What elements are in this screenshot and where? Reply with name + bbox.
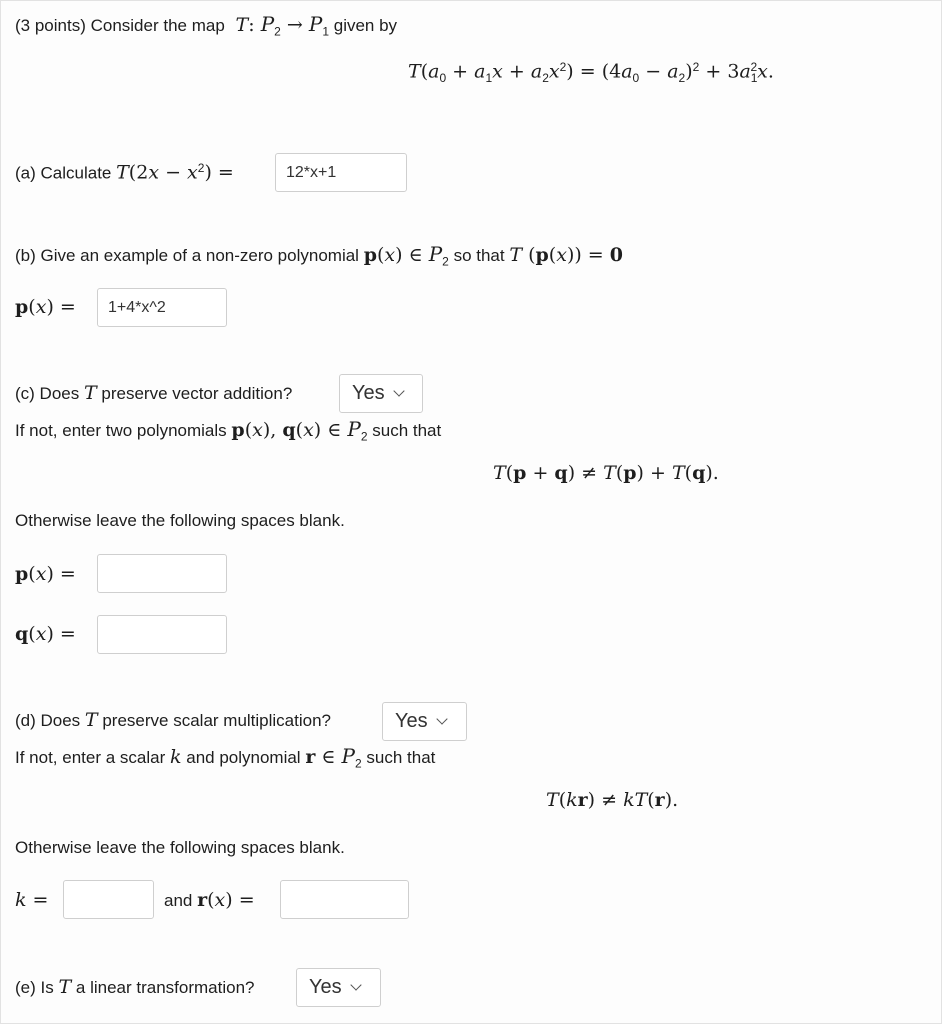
part-d-ifnot-text: If not, enter a scalar (15, 748, 166, 767)
part-c-ifnot-text: If not, enter two polynomials (15, 421, 227, 440)
chevron-down-icon (350, 979, 361, 990)
part-a-answer-input[interactable]: 12*x+1 (275, 153, 407, 192)
part-d-question: (d) Does T preserve scalar multiplication? (15, 709, 331, 731)
part-d-question-end: preserve scalar multiplication? (102, 711, 331, 730)
part-e-select-value: Yes (309, 976, 342, 998)
part-a-label: (a) Calculate $T(2x - x^2)$ = (15, 161, 234, 184)
part-d-equation: T(kr) ≠ kT(r). (546, 789, 679, 811)
part-d-r-input[interactable] (280, 880, 409, 919)
intro-text: (3 points) Consider the map (15, 16, 225, 35)
part-c-ifnot: If not, enter two polynomials p(x), q(x) ∈ $P_2$ such that (15, 417, 442, 444)
map-formula: T (229, 14, 249, 36)
part-d-ifnot-text-2: and polynomial (186, 748, 301, 767)
map-definition-equation: $T(a_0 + a_1x + a_2x^2) = (4a_0 - a_2)^2 + 3a_1^2x$. (408, 60, 774, 86)
part-d-otherwise-text: Otherwise leave the following spaces blank. (15, 838, 345, 857)
chevron-down-icon (436, 713, 447, 724)
part-c-such-that-text: such that (372, 421, 442, 440)
part-d-select-value: Yes (395, 710, 428, 732)
part-b-text: (b) Give an example of a non-zero polynomial (15, 246, 359, 265)
part-d-such-that-text: such that (366, 748, 436, 767)
part-b-label: (b) Give an example of a non-zero polynomial p(x) ∈ $P_2$ so that T (p(x)) = 0 (15, 242, 623, 269)
part-d-ifnot: If not, enter a scalar k and polynomial r ∈ $P_2$ such that (15, 744, 436, 771)
question-intro: (3 points) Consider the map T: $P_2 \to P_1$ given by (15, 12, 398, 39)
part-d-r-label: and r(x) = (164, 889, 255, 911)
part-b-answer-input[interactable]: 1+4*x^2 (97, 288, 227, 327)
part-e-question: (e) Is T a linear transformation? (15, 976, 255, 998)
part-c-q-input[interactable] (97, 615, 227, 654)
part-c-question: (c) Does T preserve vector addition? (15, 382, 293, 404)
part-d-k-label: k = (15, 889, 49, 911)
part-d-k-input[interactable] (63, 880, 154, 919)
part-c-select[interactable] (339, 374, 423, 413)
part-c-otherwise-text: Otherwise leave the following spaces blank. (15, 511, 345, 530)
part-c-q-label: q(x) = (15, 623, 76, 645)
part-d-select[interactable] (382, 702, 467, 741)
chevron-down-icon (393, 385, 404, 396)
part-b-mid-text: so that (453, 246, 505, 265)
part-c-question-end: preserve vector addition? (101, 384, 293, 403)
part-c-select-value: Yes (352, 382, 385, 404)
given-by-text: given by (333, 16, 398, 35)
part-e-question-end: a linear transformation? (75, 978, 255, 997)
part-e-select[interactable] (296, 968, 381, 1007)
part-a-text: (a) Calculate (15, 163, 112, 183)
part-c-equation: T(p + q) ≠ T(p) + T(q). (493, 462, 719, 484)
part-c-p-label: p(x) = (15, 563, 76, 585)
part-d-and-text: and (164, 891, 193, 910)
part-c-p-input[interactable] (97, 554, 227, 593)
part-b-p-label: p(x) = (15, 296, 76, 318)
part-d-question-start: (d) Does (15, 711, 81, 730)
part-c-question-start: (c) Does (15, 384, 80, 403)
part-e-question-start: (e) Is (15, 978, 54, 997)
